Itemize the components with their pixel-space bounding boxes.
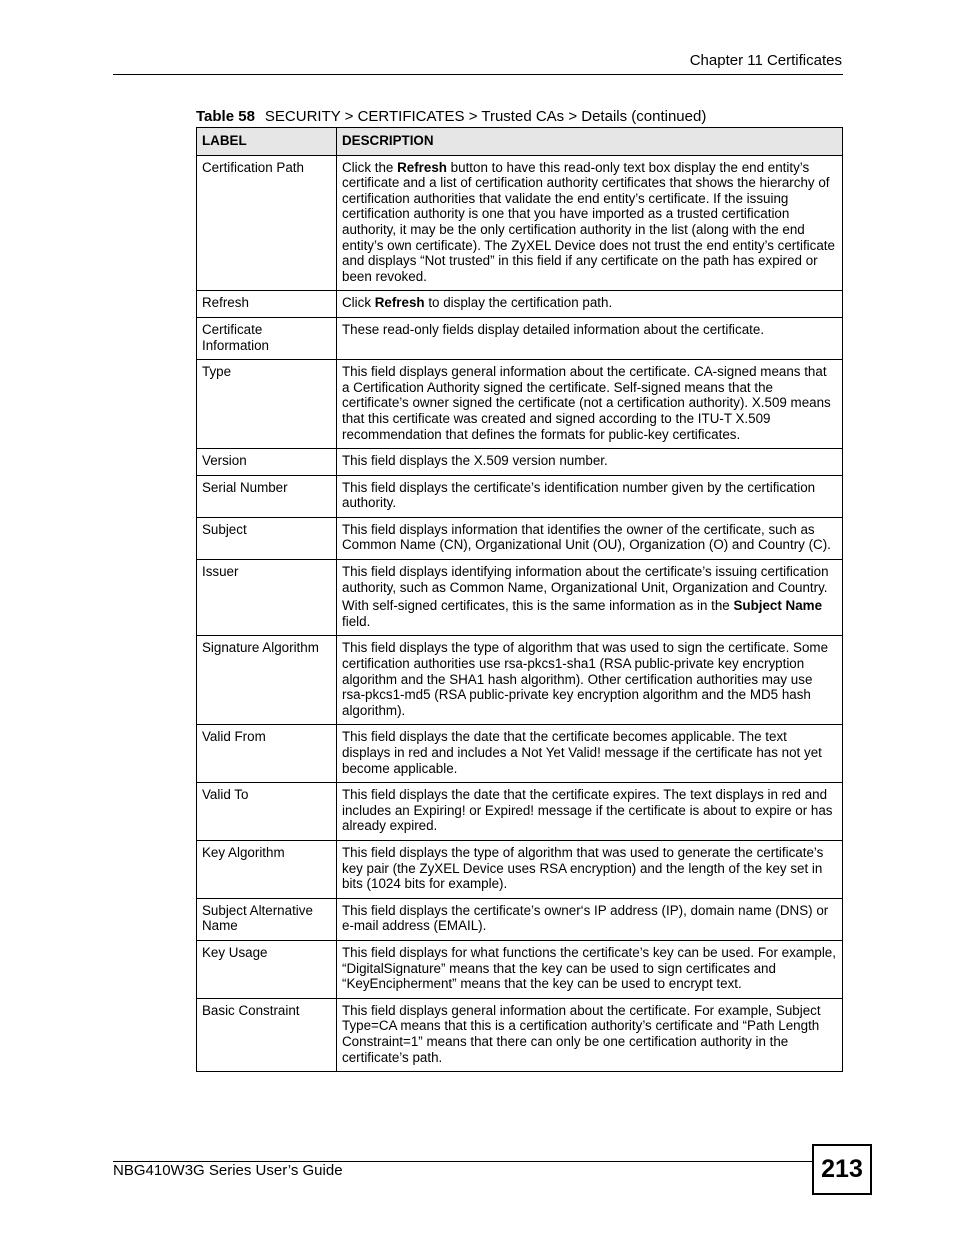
page-number: 213 xyxy=(821,1155,863,1183)
row-label: Valid To xyxy=(197,783,337,841)
row-description xyxy=(337,840,843,898)
row-label: Certification Path xyxy=(197,155,337,291)
row-description xyxy=(337,155,843,291)
description-paragraph xyxy=(342,322,837,338)
table-row xyxy=(197,783,843,841)
description-text: This field displays general information about the certificate. For example, Subject Type=CA means that this is a certification authority’s certificate and “Path Length Constraint=1” means that there can only be one certification authority in the certificate’s path. xyxy=(342,1002,821,1065)
row-label: Signature Algorithm xyxy=(197,636,337,725)
row-label: Version xyxy=(197,449,337,476)
row-description xyxy=(337,725,843,783)
table-row xyxy=(197,940,843,998)
row-description xyxy=(337,317,843,359)
table-row xyxy=(197,360,843,449)
row-description xyxy=(337,449,843,476)
bold-term: Subject Name xyxy=(733,598,823,614)
row-label: Certificate Information xyxy=(197,317,337,359)
description-paragraph xyxy=(342,598,837,629)
table-header-row xyxy=(197,128,843,156)
description-paragraph xyxy=(342,845,837,892)
row-description xyxy=(337,998,843,1071)
row-description xyxy=(337,898,843,940)
certificate-details-table xyxy=(196,127,843,1072)
description-text: This field displays the date that the certificate becomes applicable. The text displays in red and includes a Not Yet Valid! message if the certificate has not yet become applicable. xyxy=(342,729,822,776)
description-text: Click xyxy=(342,295,375,311)
description-text: This field displays information that identifies the owner of the certificate, such as Common Name (CN), Organizational Unit (OU), Organization (O) and Country (C). xyxy=(342,521,831,553)
table-caption-label: Table 58 xyxy=(196,108,255,125)
description-paragraph xyxy=(342,364,837,442)
table-row xyxy=(197,636,843,725)
description-text: This field displays general information about the certificate. CA-signed means that a Certification Authority signed the certificate. Self-signed means that the certificate’s owner signed the certificate (not a certification authority). X.509 means that this certificate was created and signed according to the ITU-T X.509 recommendation that defines the formats for public-key certificates. xyxy=(342,364,831,442)
row-description xyxy=(337,636,843,725)
column-header-label: LABEL xyxy=(197,128,337,156)
table-row xyxy=(197,475,843,517)
table-row xyxy=(197,725,843,783)
row-label: Type xyxy=(197,360,337,449)
description-paragraph xyxy=(342,945,837,992)
row-label: Serial Number xyxy=(197,475,337,517)
description-paragraph xyxy=(342,160,837,285)
table-row xyxy=(197,998,843,1071)
description-paragraph xyxy=(342,729,837,776)
table-row xyxy=(197,155,843,291)
description-text: to display the certification path. xyxy=(424,295,613,311)
column-header-description: DESCRIPTION xyxy=(337,128,843,156)
description-text: Click the xyxy=(342,159,398,175)
description-paragraph xyxy=(342,1003,837,1065)
description-text: This field displays the type of algorithm that was used to generate the certificate’s key pair (the ZyXEL Device uses RSA encryption) and the length of the key set in bits (1024 bits for example). xyxy=(342,844,824,892)
table-body xyxy=(197,155,843,1072)
table-caption-text: SECURITY > CERTIFICATES > Trusted CAs > Details (continued) xyxy=(264,108,707,125)
description-paragraph xyxy=(342,295,837,311)
page-number-box xyxy=(812,1144,872,1195)
description-paragraph xyxy=(342,640,837,718)
description-text: This field displays the date that the certificate expires. The text displays in red and includes an Expiring! or Expired! message if the certificate is about to expire or has already expired. xyxy=(342,787,833,834)
table-caption xyxy=(196,108,706,125)
description-paragraph xyxy=(342,564,837,595)
table-row xyxy=(197,449,843,476)
description-text: This field displays identifying information about the certificate’s issuing certification authority, such as Common Name, Organizational Unit, Organization and Country. xyxy=(342,564,829,595)
description-text: With self-signed certificates, this is the same information as in the xyxy=(342,598,734,614)
description-text: This field displays for what functions the certificate’s key can be used. For example, “DigitalSignature” means that the key can be used to sign certificates and “KeyEncipherment” means that the key can be used to encrypt text. xyxy=(342,944,836,992)
description-paragraph xyxy=(342,453,837,469)
description-text: This field displays the certificate’s identification number given by the certification authority. xyxy=(342,479,816,511)
description-paragraph xyxy=(342,522,837,553)
description-text: This field displays the certificate’s owner‘s IP address (IP), domain name (DNS) or e-mail address (EMAIL). xyxy=(342,902,829,934)
row-description xyxy=(337,291,843,318)
description-paragraph xyxy=(342,903,837,934)
description-text: field. xyxy=(342,613,371,629)
row-label: Key Algorithm xyxy=(197,840,337,898)
row-description xyxy=(337,517,843,559)
bold-term: Refresh xyxy=(374,295,425,311)
description-text: button to have this read-only text box display the end entity’s certificate and a list of certification authority certificates that shows the hierarchy of certification authorities that validate the end entity’s certificate. If the issuing certification authority is one that you have imported as a trusted certification authority, it may be the only certification authority in the list (along with the end entity’s own certificate). The ZyXEL Device does not trust the end entity’s certificate and displays “Not trusted” in this field if any certificate on the path has expired or been revoked. xyxy=(342,159,835,284)
guide-title: NBG410W3G Series User’s Guide xyxy=(113,1162,343,1179)
header-rule xyxy=(113,74,843,75)
description-text: This field displays the type of algorithm that was used to sign the certificate. Some certification authorities use rsa-pkcs1-sha1 (RSA public-private key encryption algorithm and the SHA1 hash algorithm). Other certification authorities may use rsa-pkcs1-md5 (RSA public-private key encryption algorithm and the MD5 hash algorithm). xyxy=(342,640,829,718)
description-text: This field displays the X.509 version number. xyxy=(342,453,608,469)
chapter-header: Chapter 11 Certificates xyxy=(689,52,842,69)
table-row xyxy=(197,560,843,636)
row-description xyxy=(337,940,843,998)
description-paragraph xyxy=(342,480,837,511)
row-description xyxy=(337,560,843,636)
table-row xyxy=(197,840,843,898)
row-label: Issuer xyxy=(197,560,337,636)
table-row xyxy=(197,898,843,940)
table-row xyxy=(197,317,843,359)
row-label: Subject xyxy=(197,517,337,559)
bold-term: Refresh xyxy=(397,159,447,175)
row-description xyxy=(337,783,843,841)
row-label: Key Usage xyxy=(197,940,337,998)
description-paragraph xyxy=(342,787,837,834)
row-description xyxy=(337,360,843,449)
row-label: Subject Alternative Name xyxy=(197,898,337,940)
row-label: Refresh xyxy=(197,291,337,318)
row-label: Basic Constraint xyxy=(197,998,337,1071)
description-text: These read-only fields display detailed information about the certificate. xyxy=(342,321,765,337)
row-description xyxy=(337,475,843,517)
row-label: Valid From xyxy=(197,725,337,783)
table-row xyxy=(197,291,843,318)
table-row xyxy=(197,517,843,559)
